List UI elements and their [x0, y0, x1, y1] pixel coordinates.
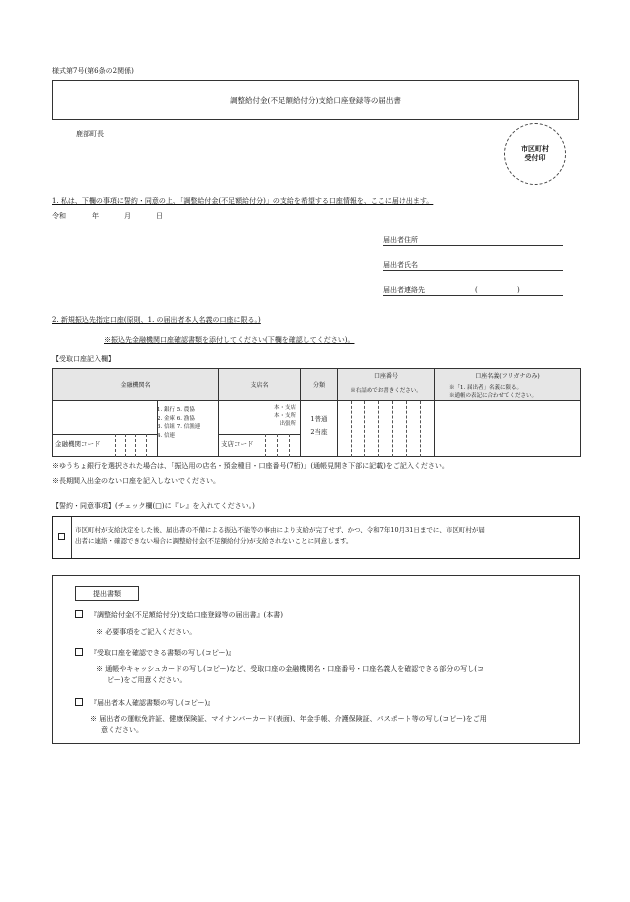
- agreement-heading: 【誓約・同意事項】(チェック欄(□)に『レ』を入れてください。): [52, 502, 255, 510]
- applicant-name-label: 届出者氏名: [383, 261, 418, 269]
- applicant-address-field[interactable]: [383, 245, 563, 246]
- account-table-heading: 【受取口座記入欄】: [52, 355, 115, 363]
- bank-code-label: 金融機関コード: [55, 440, 101, 448]
- account-type-cell[interactable]: [301, 401, 338, 457]
- agreement-text-line1: 市区町村が支給決定をした後、届出書の不備による振込不能等の事由により支給が完了せず、かつ、令和7年10月31日までに、市区町村が届: [75, 526, 485, 534]
- documents-heading: 提出書類: [93, 590, 121, 598]
- col-account-number: 口座番号 ※右詰めでお書きください。: [338, 369, 435, 401]
- form-title: 調整給付金(不足額給付分)支給口座登録等の届出書: [230, 96, 401, 105]
- title-box: [52, 80, 579, 120]
- addressee: 鹿部町長: [76, 130, 104, 138]
- doc3-title: 『届出者本人確認書類の写し(コピー)』: [90, 699, 215, 707]
- agreement-box: [52, 516, 580, 559]
- date-month: 月: [124, 212, 131, 220]
- agreement-text-line2: 出者に連絡・確認できない場合に調整給付金(不足額給付分)が支給されないことに同意します。: [75, 537, 353, 545]
- doc2-note-line1: ※ 通帳やキャッシュカードの写し(コピー)など、受取口座の金融機関名・口座番号・口座名義人を確認できる部分の写し(コ: [96, 665, 484, 673]
- doc1-checkbox[interactable]: [75, 610, 83, 618]
- account-holder-cell[interactable]: [435, 401, 581, 457]
- documents-heading-box: [75, 586, 139, 601]
- account-table: [52, 368, 581, 457]
- applicant-name-field[interactable]: [383, 270, 563, 271]
- note-yucho: ※ゆうちょ銀行を選択された場合は、「振込用の店名・預金種目・口座番号(7桁)」(通帳見開き下部に記載)をご記入ください。: [52, 462, 449, 470]
- applicant-contact-label: 届出者連絡先: [383, 286, 425, 294]
- reception-stamp-circle: [504, 123, 566, 185]
- doc1-title: 『調整給付金(不足額給付分)支給口座登録等の届出書』(本書): [90, 611, 283, 619]
- date-era: 令和: [52, 212, 66, 220]
- account-type-options: 1普通 2当座: [310, 415, 328, 436]
- section2-note: ※振込先金融機関口座確認書類を添付してください(下欄を確認してください)。: [104, 336, 355, 344]
- contact-paren-open: (: [475, 286, 478, 294]
- bank-type-list: 1. 銀行 5. 農協 2. 金庫 6. 漁協 3. 信組 7. 信漁連 4. 信連: [157, 407, 201, 439]
- doc2-checkbox[interactable]: [75, 648, 83, 656]
- applicant-contact-field[interactable]: [383, 295, 563, 296]
- account-number-cell[interactable]: [338, 401, 435, 457]
- col-bank-name: 金融機関名: [53, 369, 219, 401]
- contact-paren-close: ): [517, 286, 520, 294]
- date-year: 年: [92, 212, 99, 220]
- agreement-checkbox[interactable]: [58, 533, 65, 540]
- doc2-title: 『受取口座を確認できる書類の写し(コピー)』: [90, 649, 236, 657]
- stamp-line2: 受付印: [524, 154, 546, 162]
- branch-name-cell[interactable]: [219, 401, 301, 457]
- applicant-address-label: 届出者住所: [383, 236, 418, 244]
- doc2-note-line2: ピー)をご用意ください。: [107, 676, 187, 684]
- section2-heading: 2. 新規振込先指定口座(原則、1. の届出者本人名義の口座に限る。): [52, 316, 261, 324]
- form-number: 様式第7号(第6条の2関係): [52, 67, 134, 75]
- branch-code-label: 支店コード: [221, 440, 254, 448]
- doc3-note-line2: 意ください。: [101, 726, 143, 734]
- doc3-note-line1: ※ 届出者の運転免許証、健康保険証、マイナンバーカード(表面)、年金手帳、介護保険証、パスポート等の写し(コピー)をご用: [90, 715, 487, 723]
- section1-statement: 1. 私は、下欄の事項に誓約・同意の上、「調整給付金(不足額給付分)」の支給を希望する口座情報を、ここに届け出ます。: [52, 197, 434, 205]
- note-dormant: ※長期間入出金のない口座を記入しないでください。: [52, 477, 220, 485]
- doc1-note: ※ 必要事項をご記入ください。: [96, 628, 197, 636]
- doc3-checkbox[interactable]: [75, 698, 83, 706]
- col-branch-name: 支店名: [219, 369, 301, 401]
- stamp-line1: 市区町村: [521, 144, 549, 153]
- date-day: 日: [156, 212, 163, 220]
- documents-box: [52, 575, 580, 744]
- col-account-type: 分類: [301, 369, 338, 401]
- branch-type-list: 本・支店 本・支所 出張所: [273, 405, 296, 427]
- col-account-holder: 口座名義(フリガナのみ) ※「1. 届出者」名義に限る。 ※通帳の表記に合わせてください。: [435, 369, 581, 401]
- bank-name-cell[interactable]: [53, 401, 219, 457]
